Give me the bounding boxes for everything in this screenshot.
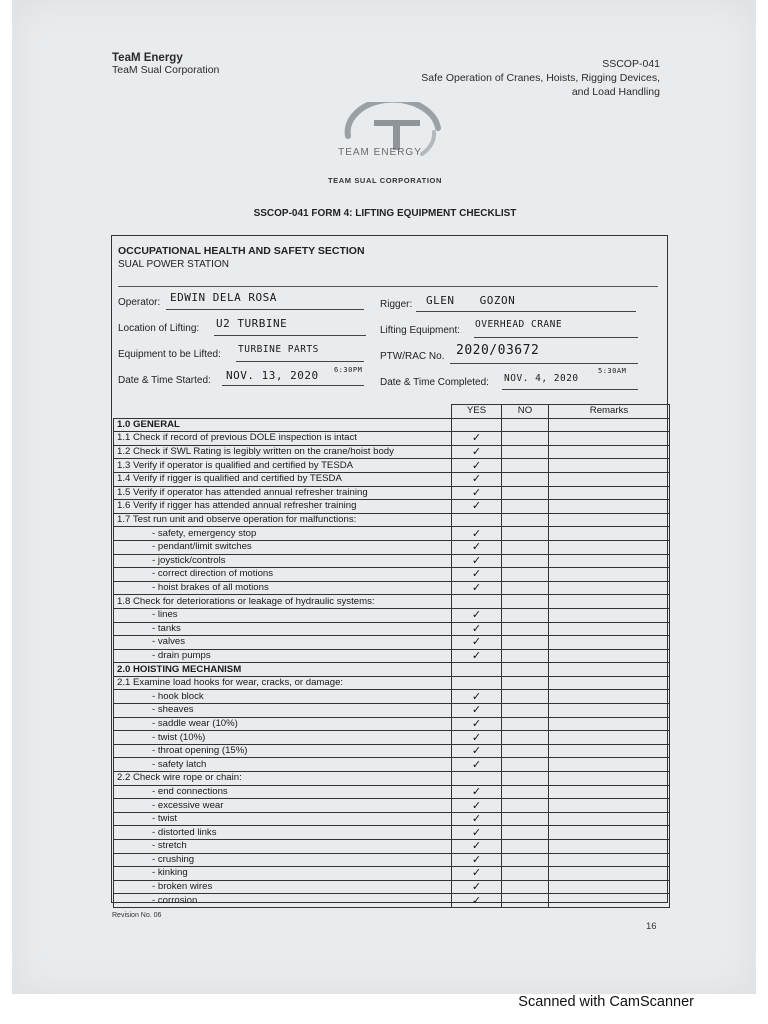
remarks-cell[interactable] (549, 649, 670, 663)
table-row (114, 527, 670, 541)
yes-checkbox[interactable]: ✓ (452, 445, 502, 459)
checklist-item-label: - stretch (114, 840, 452, 854)
no-checkbox[interactable] (502, 690, 549, 704)
remarks-cell[interactable] (549, 717, 670, 731)
remarks-cell[interactable] (549, 513, 670, 527)
date-completed-underline (502, 389, 638, 390)
no-checkbox[interactable] (502, 568, 549, 582)
checklist-item-label: 2.1 Examine load hooks for wear, cracks, or damage: (114, 676, 452, 690)
yes-checkbox[interactable]: ✓ (452, 744, 502, 758)
location-label: Location of Lifting: (118, 323, 200, 334)
no-checkbox[interactable] (502, 867, 549, 881)
checklist-item-label: - joystick/controls (114, 554, 452, 568)
yes-checkbox[interactable]: ✓ (452, 704, 502, 718)
document-reference (421, 57, 660, 99)
checklist-item-label: 1.4 Verify if rigger is qualified and certified by TESDA (114, 472, 452, 486)
section-title: OCCUPATIONAL HEALTH AND SAFETY SECTION (118, 245, 365, 257)
section-subtitle: SUAL POWER STATION (118, 259, 229, 270)
doc-title-line1: Safe Operation of Cranes, Hoists, Rigging Devices, (421, 72, 660, 84)
checklist-item-label: 2.2 Check wire rope or chain: (114, 772, 452, 786)
table-row (114, 894, 670, 908)
table-row (114, 853, 670, 867)
checklist-item-label: 1.5 Verify if operator has attended annual refresher training (114, 486, 452, 500)
remarks-cell[interactable] (549, 663, 670, 677)
revision-number: Revision No. 06 (112, 912, 162, 919)
camscanner-watermark: Scanned with CamScanner (518, 994, 694, 1010)
no-checkbox[interactable] (502, 486, 549, 500)
remarks-cell[interactable] (549, 785, 670, 799)
yes-checkbox[interactable]: ✓ (452, 527, 502, 541)
table-row (114, 772, 670, 786)
yes-checkbox[interactable]: ✓ (452, 826, 502, 840)
yes-checkbox[interactable] (452, 772, 502, 786)
table-row (114, 568, 670, 582)
checklist-item-label: - broken wires (114, 880, 452, 894)
checklist-item-label: - crushing (114, 853, 452, 867)
table-row (114, 472, 670, 486)
checklist-item-label: - excessive wear (114, 799, 452, 813)
table-row (114, 731, 670, 745)
no-checkbox[interactable] (502, 704, 549, 718)
no-checkbox[interactable] (502, 540, 549, 554)
yes-checkbox[interactable] (452, 595, 502, 609)
checklist-item-label: - throat opening (15%) (114, 744, 452, 758)
divider (118, 286, 658, 287)
ptw-underline (450, 363, 638, 364)
checklist-item-label: - sheaves (114, 704, 452, 718)
no-checkbox[interactable] (502, 853, 549, 867)
column-header-no: NO (502, 405, 549, 419)
checklist-item-label: - correct direction of motions (114, 568, 452, 582)
no-checkbox[interactable] (502, 731, 549, 745)
table-row (114, 690, 670, 704)
no-checkbox[interactable] (502, 581, 549, 595)
yes-checkbox[interactable]: ✓ (452, 500, 502, 514)
no-checkbox[interactable] (502, 880, 549, 894)
remarks-cell[interactable] (549, 540, 670, 554)
remarks-cell[interactable] (549, 826, 670, 840)
yes-checkbox[interactable]: ✓ (452, 581, 502, 595)
checklist-item-label: - drain pumps (114, 649, 452, 663)
yes-checkbox[interactable]: ✓ (452, 812, 502, 826)
remarks-cell[interactable] (549, 758, 670, 772)
date-started-underline (222, 385, 364, 386)
date-completed-label: Date & Time Completed: (380, 377, 489, 388)
remarks-cell[interactable] (549, 690, 670, 704)
no-checkbox[interactable] (502, 500, 549, 514)
operator-underline (166, 309, 364, 310)
checklist-item-label: - distorted links (114, 826, 452, 840)
logo-wordmark: TEAM ENERGY (338, 147, 422, 158)
no-checkbox[interactable] (502, 595, 549, 609)
company-block (112, 52, 219, 76)
ptw-label: PTW/RAC No. (380, 351, 445, 362)
subcompany-name: TeaM Sual Corporation (112, 64, 220, 76)
checklist-item-label: - tanks (114, 622, 452, 636)
table-row (114, 812, 670, 826)
corporation-name: TEAM SUAL CORPORATION (328, 176, 442, 185)
ptw-field[interactable]: 2020/03672 (456, 343, 540, 358)
yes-checkbox[interactable]: ✓ (452, 799, 502, 813)
no-checkbox[interactable] (502, 785, 549, 799)
table-row (114, 880, 670, 894)
checklist-item-label: - lines (114, 608, 452, 622)
no-checkbox[interactable] (502, 717, 549, 731)
checklist-item-label: - hoist brakes of all motions (114, 581, 452, 595)
equipment-lifted-label: Equipment to be Lifted: (118, 349, 221, 360)
remarks-cell[interactable] (549, 608, 670, 622)
remarks-cell[interactable] (549, 676, 670, 690)
no-checkbox[interactable] (502, 445, 549, 459)
yes-checkbox[interactable] (452, 676, 502, 690)
item-column-header (114, 405, 452, 419)
checklist-item-label: - corrosion (114, 894, 452, 908)
page-number: 16 (646, 921, 657, 932)
yes-checkbox[interactable]: ✓ (452, 880, 502, 894)
table-row (114, 432, 670, 446)
lifting-equipment-field[interactable]: OVERHEAD CRANE (475, 319, 563, 330)
remarks-cell[interactable] (549, 445, 670, 459)
company-name: TeaM Energy (112, 52, 183, 64)
checklist-item-label: - saddle wear (10%) (114, 717, 452, 731)
equipment-lifted-underline (236, 361, 364, 362)
no-checkbox[interactable] (502, 840, 549, 854)
remarks-cell[interactable] (549, 554, 670, 568)
yes-checkbox[interactable]: ✓ (452, 758, 502, 772)
remarks-cell[interactable] (549, 432, 670, 446)
checklist-item-label: - pendant/limit switches (114, 540, 452, 554)
no-checkbox[interactable] (502, 513, 549, 527)
date-completed-field[interactable]: NOV. 4, 2020 (504, 373, 579, 384)
remarks-cell[interactable] (549, 595, 670, 609)
operator-label: Operator: (118, 297, 161, 308)
checklist-item-label: - valves (114, 636, 452, 650)
remarks-cell[interactable] (549, 812, 670, 826)
form-title: SSCOP-041 FORM 4: LIFTING EQUIPMENT CHECKLIST (253, 208, 517, 219)
table-row (114, 785, 670, 799)
remarks-cell[interactable] (549, 704, 670, 718)
remarks-cell[interactable] (549, 472, 670, 486)
no-checkbox[interactable] (502, 554, 549, 568)
column-header-remarks: Remarks (549, 405, 670, 419)
remarks-cell[interactable] (549, 744, 670, 758)
yes-checkbox[interactable] (452, 418, 502, 432)
table-row (114, 649, 670, 663)
no-checkbox[interactable] (502, 826, 549, 840)
yes-checkbox[interactable]: ✓ (452, 554, 502, 568)
table-row (114, 459, 670, 473)
yes-checkbox[interactable]: ✓ (452, 432, 502, 446)
checklist-item-label: - twist (114, 812, 452, 826)
no-checkbox[interactable] (502, 622, 549, 636)
table-row (114, 581, 670, 595)
table-row (114, 867, 670, 881)
no-checkbox[interactable] (502, 772, 549, 786)
no-checkbox[interactable] (502, 799, 549, 813)
yes-checkbox[interactable]: ✓ (452, 622, 502, 636)
location-field[interactable]: U2 TURBINE (216, 317, 288, 330)
table-row (114, 636, 670, 650)
doc-code: SSCOP-041 (602, 58, 660, 70)
no-checkbox[interactable] (502, 744, 549, 758)
table-row (114, 799, 670, 813)
checklist-item-label: - end connections (114, 785, 452, 799)
table-row (114, 676, 670, 690)
remarks-cell[interactable] (549, 486, 670, 500)
yes-checkbox[interactable]: ✓ (452, 731, 502, 745)
remarks-cell[interactable] (549, 568, 670, 582)
table-row (114, 826, 670, 840)
location-underline (214, 335, 366, 336)
checklist-item-label: 2.0 HOISTING MECHANISM (114, 663, 452, 677)
remarks-cell[interactable] (549, 622, 670, 636)
yes-checkbox[interactable]: ✓ (452, 690, 502, 704)
yes-checkbox[interactable] (452, 663, 502, 677)
remarks-cell[interactable] (549, 636, 670, 650)
yes-checkbox[interactable]: ✓ (452, 717, 502, 731)
no-checkbox[interactable] (502, 608, 549, 622)
checklist-item-label: 1.8 Check for deteriorations or leakage of hydraulic systems: (114, 595, 452, 609)
checklist-item-label: - hook block (114, 690, 452, 704)
no-checkbox[interactable] (502, 418, 549, 432)
remarks-cell[interactable] (549, 527, 670, 541)
rigger-field[interactable]: GLEN GOZON (426, 294, 516, 307)
table-row (114, 595, 670, 609)
table-row (114, 445, 670, 459)
checklist-item-label: - safety, emergency stop (114, 527, 452, 541)
rigger-underline (416, 311, 636, 312)
table-row (114, 500, 670, 514)
lifting-equipment-label: Lifting Equipment: (380, 325, 461, 336)
table-row (114, 513, 670, 527)
yes-checkbox[interactable]: ✓ (452, 853, 502, 867)
yes-checkbox[interactable]: ✓ (452, 608, 502, 622)
date-started-label: Date & Time Started: (118, 375, 211, 386)
no-checkbox[interactable] (502, 812, 549, 826)
operator-field[interactable]: EDWIN DELA ROSA (170, 291, 277, 304)
checklist-item-label: - twist (10%) (114, 731, 452, 745)
yes-checkbox[interactable]: ✓ (452, 636, 502, 650)
checklist-item-label: 1.0 GENERAL (114, 418, 452, 432)
table-row (114, 840, 670, 854)
table-row (114, 622, 670, 636)
checklist-item-label: - safety latch (114, 758, 452, 772)
remarks-cell[interactable] (549, 840, 670, 854)
table-row (114, 758, 670, 772)
yes-checkbox[interactable]: ✓ (452, 785, 502, 799)
no-checkbox[interactable] (502, 472, 549, 486)
table-row (114, 486, 670, 500)
remarks-cell[interactable] (549, 867, 670, 881)
table-row (114, 717, 670, 731)
no-checkbox[interactable] (502, 894, 549, 908)
table-row (114, 554, 670, 568)
doc-title-line2: and Load Handling (571, 86, 660, 98)
table-section-row (114, 418, 670, 432)
equipment-lifted-field[interactable]: TURBINE PARTS (238, 344, 319, 355)
table-row (114, 608, 670, 622)
yes-checkbox[interactable]: ✓ (452, 540, 502, 554)
yes-checkbox[interactable] (452, 513, 502, 527)
checklist-item-label: 1.2 Check if SWL Rating is legibly written on the crane/hoist body (114, 445, 452, 459)
yes-checkbox[interactable]: ✓ (452, 459, 502, 473)
table-row (114, 704, 670, 718)
no-checkbox[interactable] (502, 459, 549, 473)
checklist-table (113, 404, 670, 908)
checklist-item-label: 1.3 Verify if operator is qualified and certified by TESDA (114, 459, 452, 473)
remarks-cell[interactable] (549, 459, 670, 473)
table-section-row (114, 663, 670, 677)
no-checkbox[interactable] (502, 676, 549, 690)
yes-checkbox[interactable]: ✓ (452, 486, 502, 500)
yes-checkbox[interactable]: ✓ (452, 649, 502, 663)
remarks-cell[interactable] (549, 581, 670, 595)
yes-checkbox[interactable]: ✓ (452, 894, 502, 908)
no-checkbox[interactable] (502, 758, 549, 772)
checklist-item-label: - kinking (114, 867, 452, 881)
remarks-cell[interactable] (549, 880, 670, 894)
date-started-field[interactable]: NOV. 13, 2020 (226, 369, 319, 382)
lifting-equipment-underline (474, 337, 638, 338)
checklist-item-label: 1.7 Test run unit and observe operation for malfunctions: (114, 513, 452, 527)
remarks-cell[interactable] (549, 799, 670, 813)
yes-checkbox[interactable]: ✓ (452, 568, 502, 582)
remarks-cell[interactable] (549, 894, 670, 908)
no-checkbox[interactable] (502, 649, 549, 663)
table-header-row (114, 405, 670, 419)
table-row (114, 540, 670, 554)
checklist-item-label: 1.1 Check if record of previous DOLE inspection is intact (114, 432, 452, 446)
no-checkbox[interactable] (502, 636, 549, 650)
no-checkbox[interactable] (502, 432, 549, 446)
yes-checkbox[interactable]: ✓ (452, 840, 502, 854)
yes-checkbox[interactable]: ✓ (452, 867, 502, 881)
remarks-cell[interactable] (549, 418, 670, 432)
remarks-cell[interactable] (549, 772, 670, 786)
table-row (114, 744, 670, 758)
no-checkbox[interactable] (502, 663, 549, 677)
column-header-yes: YES (452, 405, 502, 419)
no-checkbox[interactable] (502, 527, 549, 541)
remarks-cell[interactable] (549, 500, 670, 514)
time-started-field[interactable]: 6:30PM (334, 366, 363, 374)
checklist-item-label: 1.6 Verify if rigger has attended annual refresher training (114, 500, 452, 514)
time-completed-field[interactable]: 5:30AM (598, 367, 627, 375)
remarks-cell[interactable] (549, 853, 670, 867)
rigger-label: Rigger: (380, 299, 413, 310)
remarks-cell[interactable] (549, 731, 670, 745)
yes-checkbox[interactable]: ✓ (452, 472, 502, 486)
